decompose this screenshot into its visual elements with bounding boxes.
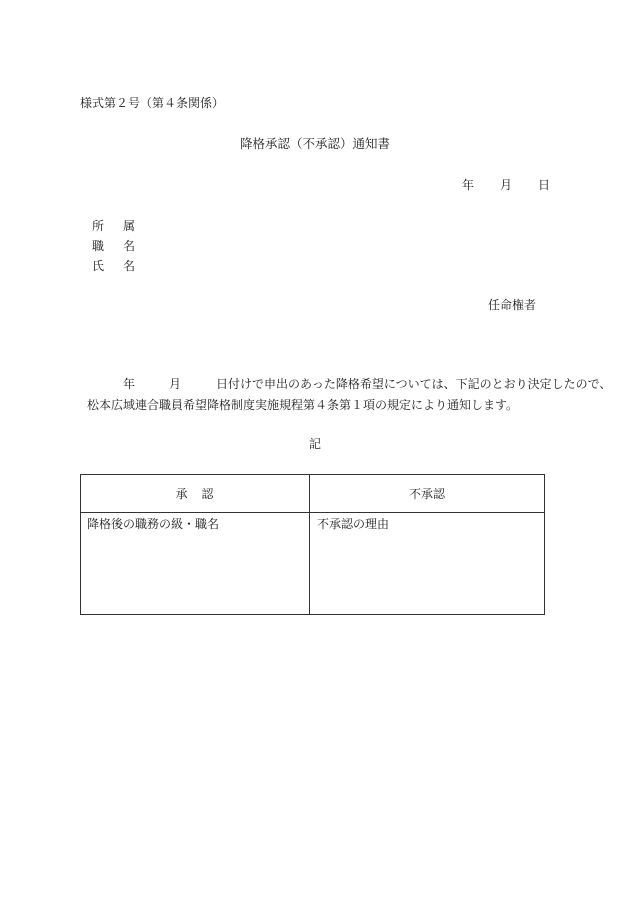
table-header-reject: 不承認 bbox=[408, 487, 445, 501]
name-label-first: 氏 bbox=[92, 259, 105, 273]
body-line-1-text: 日付けで申出のあった降格希望については、下記のとおり決定したので、 bbox=[216, 377, 612, 391]
date-year-label: 年 bbox=[462, 178, 475, 192]
body-month-label: 月 bbox=[169, 377, 182, 391]
affiliation-label bbox=[92, 220, 135, 232]
appointer-label: 任命権者 bbox=[488, 298, 537, 312]
ki-heading: 記 bbox=[308, 437, 321, 451]
date-month-label: 月 bbox=[500, 178, 513, 192]
table-header-divider bbox=[81, 512, 544, 513]
table-cell-approve-label: 降格後の職務の級・職名 bbox=[87, 517, 220, 531]
document-title: 降格承認（不承認）通知書 bbox=[239, 136, 390, 151]
post-label-first: 職 bbox=[92, 239, 105, 253]
date-line bbox=[462, 179, 550, 191]
table-cell-reject-label: 不承認の理由 bbox=[317, 517, 390, 531]
date-day-label: 日 bbox=[538, 178, 551, 192]
name-label-second: 名 bbox=[123, 259, 136, 273]
affiliation-label-second: 属 bbox=[123, 219, 136, 233]
table-header-approve: 承 認 bbox=[175, 487, 215, 501]
post-label-second: 名 bbox=[123, 239, 136, 253]
body-line-2: 松本広域連合職員希望降格制度実施規程第４条第１項の規定により通知します。 bbox=[87, 398, 519, 412]
post-label bbox=[92, 240, 135, 252]
body-line-1 bbox=[123, 378, 611, 390]
form-number: 様式第２号（第４条関係） bbox=[80, 96, 225, 110]
name-label bbox=[92, 260, 135, 272]
decision-table bbox=[80, 474, 545, 615]
body-year-label: 年 bbox=[123, 377, 136, 391]
affiliation-label-first: 所 bbox=[92, 219, 105, 233]
